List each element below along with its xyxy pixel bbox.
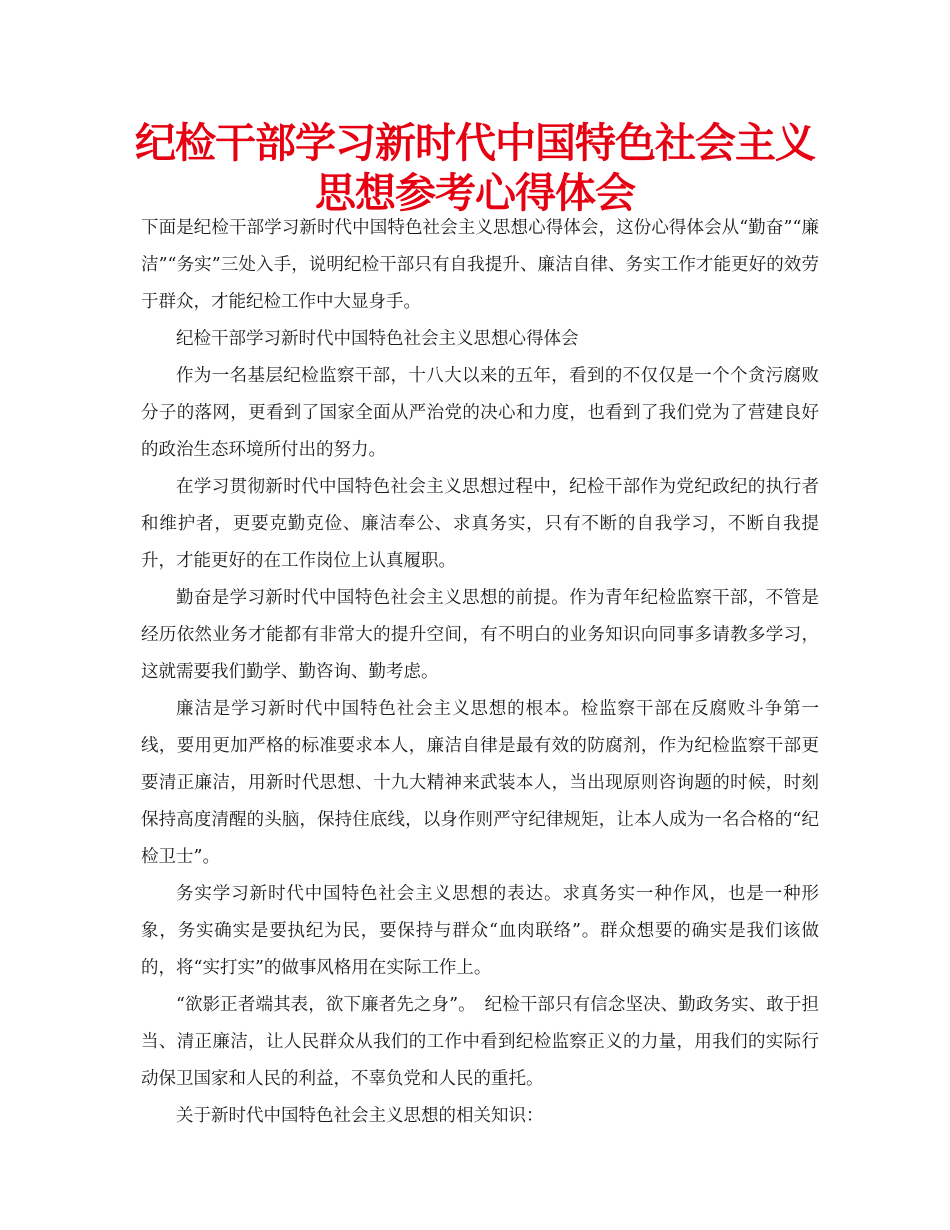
body-paragraph: 关于新时代中国特色社会主义思想的相关知识： — [176, 1106, 544, 1126]
document-title: 纪检干部学习新时代中国特色社会主义思想参考心得体会 — [135, 119, 815, 217]
body-paragraph: 务实学习新时代中国特色社会主义思想的表达。求真务实一种作风，也是一种形象，务实确实是要执纪为民，要保持与群众“血肉联络”。群众想要的确实是我们该做的，将“实打实”的做事风格用在实际工作上。 — [141, 884, 819, 978]
subtitle-paragraph: 纪检干部学习新时代中国特色社会主义思想心得体会 — [176, 329, 579, 349]
document-body — [141, 210, 819, 1135]
body-paragraph: 廉洁是学习新时代中国特色社会主义思想的根本。检监察干部在反腐败斗争第一线，要用更加严格的标准要求本人，廉洁自律是最有效的防腐剂，作为纪检监察干部更要清正廉洁，用新时代思想、十九大精神来武装本人，当出现原则咨询题的时候，时刻保持高度清醒的头脑，保持住底线，以身作则严守纪律规矩，让本人成为一名合格的“纪检卫士”。 — [141, 699, 819, 867]
intro-paragraph: 下面是纪检干部学习新时代中国特色社会主义思想心得体会，这份心得体会从“勤奋”“廉洁”“务实”三处入手，说明纪检干部只有自我提升、廉洁自律、务实工作才能更好的效劳于群众，才能纪检工作中大显身手。 — [141, 218, 819, 312]
body-paragraph: 勤奋是学习新时代中国特色社会主义思想的前提。作为青年纪检监察干部，不管是经历依然业务才能都有非常大的提升空间，有不明白的业务知识向同事多请教多学习，这就需要我们勤学、勤咨询、勤考虑。 — [141, 588, 819, 682]
body-paragraph: 作为一名基层纪检监察干部，十八大以来的五年，看到的不仅仅是一个个贪污腐败分子的落网，更看到了国家全面从严治党的决心和力度，也看到了我们党为了营建良好的政治生态环境所付出的努力。 — [141, 366, 819, 460]
body-paragraph: “欲影正者端其表，欲下廉者先之身”。 纪检干部只有信念坚决、勤政务实、敢于担当、清正廉洁，让人民群众从我们的工作中看到纪检监察正义的力量，用我们的实际行动保卫国家和人民的利益，不辜负党和人民的重托。 — [141, 995, 819, 1089]
body-paragraph: 在学习贯彻新时代中国特色社会主义思想过程中，纪检干部作为党纪政纪的执行者和维护者，更要克勤克俭、廉洁奉公、求真务实，只有不断的自我学习，不断自我提升，才能更好的在工作岗位上认真履职。 — [141, 477, 819, 571]
